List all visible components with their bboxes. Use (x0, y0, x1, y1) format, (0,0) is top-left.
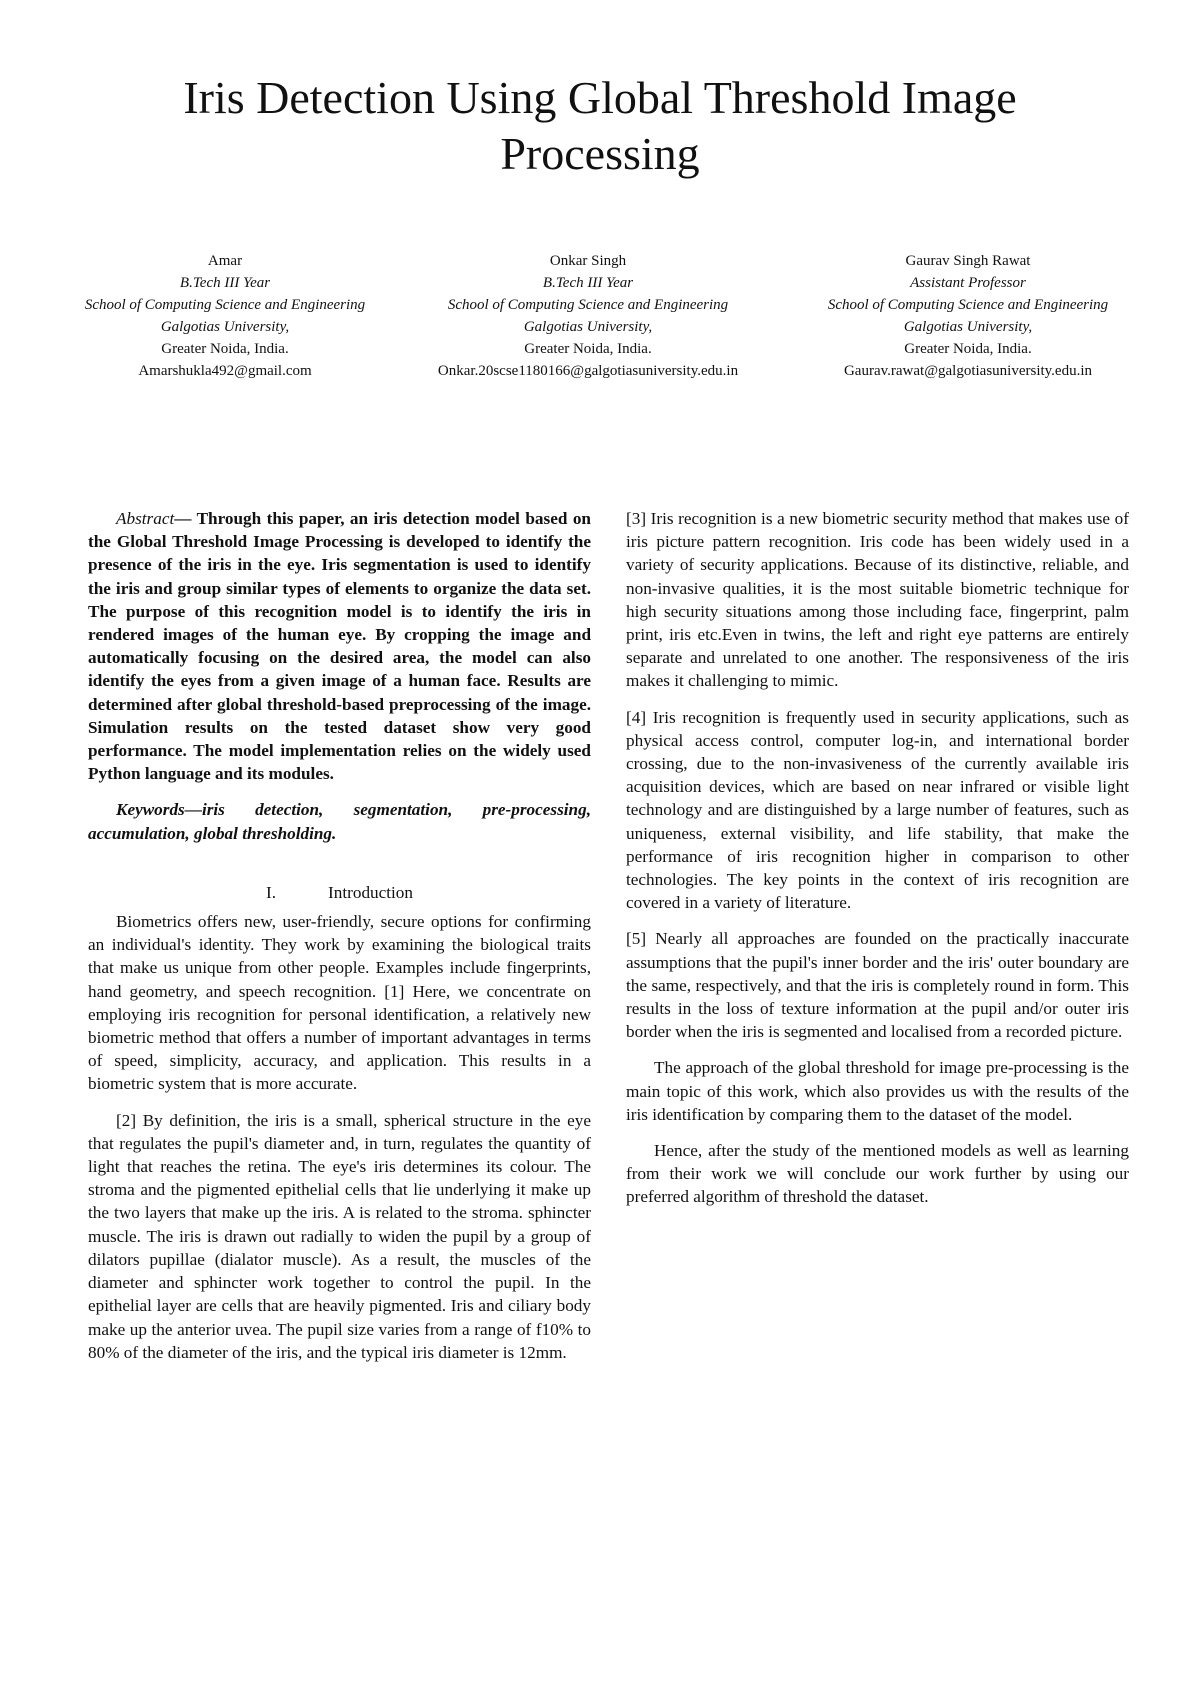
paragraph-2: [2] By definition, the iris is a small, spherical structure in the eye that regulates the pupil's diameter and, in turn, regulates the quantity of light that reaches the retina. The eye's iris determines its colour. The stroma and the pigmented epithelial cells that lie underlying it make up the two layers that make up the iris. A is related to the stroma. sphincter muscle. The iris is drawn out radially to widen the pupil by a group of dilators pupillae (dialator muscle). As a result, the muscles of the diameter and sphincter work together to control the pupil. In the epithelial layer are cells that are heavily pigmented. Iris and ciliary body make up the anterior uvea. The pupil size varies from a range of f10% to 80% of the diameter of the iris, and the typical iris diameter is 12mm. (88, 1110, 591, 1362)
author-location: Greater Noida, India. (161, 341, 289, 357)
author-email: Amarshukla492@gmail.com (138, 363, 312, 379)
author-school: School of Computing Science and Engineering (447, 297, 729, 313)
paragraph-3: [3] Iris recognition is a new biometric security method that makes use of iris picture pattern recognition. Iris code has been widely used in a variety of security applications. Because of its distinctive, reliable, and non-invasive qualities, it is the most suitable biometric technique for high security situations among those including face, fingerprint, palm print, iris etc.Even in twins, the left and right eye patterns are entirely separate and unrelated to one another. The responsiveness of the iris makes it challenging to mimic. (626, 509, 1129, 691)
abstract-paragraph (88, 507, 591, 785)
author-location: Greater Noida, India. (904, 341, 1032, 357)
author-university: Galgotias University, (523, 319, 653, 335)
author-block-2 (418, 250, 758, 382)
paragraph-6: The approach of the global threshold for image pre-processing is the main topic of this work, which also provides us with the results of the iris identification by comparing them to the dataset of the model. (626, 1058, 1129, 1124)
abstract-dash: — (174, 509, 197, 528)
author-email: Gaurav.rawat@galgotiasuniversity.edu.in (843, 363, 1093, 379)
section-heading-introduction (88, 881, 591, 904)
paper-title: Iris Detection Using Global Threshold Image Processing (183, 72, 1017, 179)
right-column (626, 507, 1129, 1222)
author-school: School of Computing Science and Engineering (84, 297, 366, 313)
abstract-text: Through this paper, an iris detection model based on the Global Threshold Image Processing is developed to identify the presence of the iris in the eye. Iris segmentation is used to identify the iris and group similar types of elements to organize the data set. The purpose of this recognition model is to identify the iris in rendered images of the human eye. By cropping the image and automatically focusing on the desired area, the model can also identify the eyes from a given image of a human face. Results are determined after global threshold-based preprocessing of the image. Simulation results on the tested dataset show very good performance. The model implementation relies on the widely used Python language and its modules. (88, 509, 591, 784)
paragraph-intro: Biometrics offers new, user-friendly, secure options for confirming an individual's identity. They work by examining the biological traits that make us unique from other people. Examples include fingerprints, hand geometry, and speech recognition. [1] Here, we concentrate on employing iris recognition for personal identification, a relatively new biometric method that offers a number of important advantages in terms of speed, simplicity, accuracy, and application. This results in a biometric system that is more accurate. (88, 912, 591, 1094)
author-role: B.Tech III Year (542, 275, 634, 291)
author-block-3 (798, 250, 1138, 382)
author-email: Onkar.20scse1180166@galgotiasuniversity.edu.in (437, 363, 739, 379)
author-block-1 (55, 250, 395, 382)
author-location: Greater Noida, India. (524, 341, 652, 357)
author-name: Gaurav Singh Rawat (905, 253, 1031, 269)
paragraph-5: [5] Nearly all approaches are founded on the practically inaccurate assumptions that the pupil's inner border and the iris' outer boundary are the same, respectively, and that the iris is completely round in form. This results in the loss of texture information at the pupil and/or outer iris border when the iris is segmented and localised from a recorded picture. (626, 929, 1129, 1042)
author-role: B.Tech III Year (179, 275, 271, 291)
keywords-paragraph: Keywords—iris detection, segmentation, pre-processing, accumulation, global thresholding. (88, 800, 591, 843)
abstract-label: Abstract (116, 509, 175, 528)
author-university: Galgotias University, (160, 319, 290, 335)
section-title: Introduction (328, 882, 413, 902)
author-name: Onkar Singh (549, 253, 627, 269)
left-column (88, 507, 591, 1377)
section-number: I. (266, 882, 277, 902)
paragraph-7: Hence, after the study of the mentioned models as well as learning from their work we will conclude our work further by using our preferred algorithm of threshold the dataset. (626, 1141, 1129, 1207)
author-university: Galgotias University, (903, 319, 1033, 335)
author-name: Amar (207, 253, 243, 269)
author-school: School of Computing Science and Engineering (827, 297, 1109, 313)
author-role: Assistant Professor (910, 275, 1026, 291)
paragraph-4: [4] Iris recognition is frequently used in security applications, such as physical access control, computer log-in, and international border crossing, due to the non-invasiveness of the currently available iris acquisition devices, which are based on near infrared or visible light technology and are distinguished by a large number of features, such as uniqueness, external visibility, and life stability, that make the performance of iris recognition higher in comparison to other technologies. The key points in the context of iris recognition are covered in a variety of literature. (626, 707, 1129, 913)
